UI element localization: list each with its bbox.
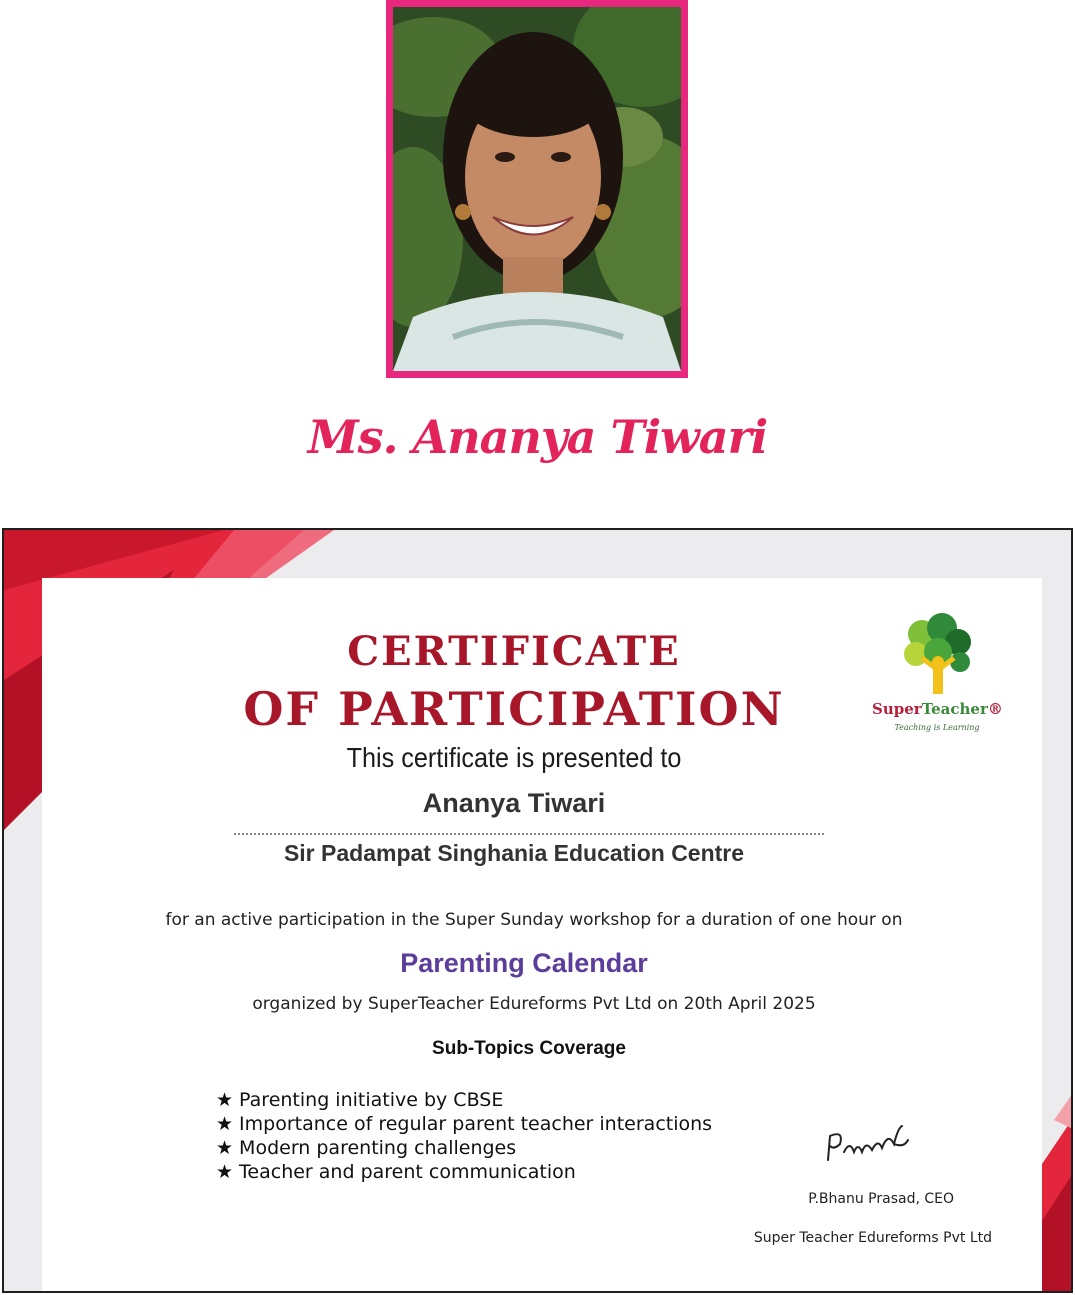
presented-to-text: This certificate is presented to (346, 742, 682, 773)
star-icon: ★ (216, 1089, 234, 1111)
list-item: ★ Modern parenting challenges (216, 1137, 517, 1159)
star-icon: ★ (216, 1113, 234, 1135)
superteacher-logo (872, 612, 1002, 742)
star-icon: ★ (216, 1161, 234, 1183)
name-underline (234, 833, 824, 835)
organized-text: organized by SuperTeacher Edureforms Pvt Ltd on 20th April 2025 (252, 994, 816, 1014)
logo-brand-super: Super (872, 700, 922, 718)
signature-image (822, 1122, 912, 1168)
person-name: Ms. Ananya Tiwari (307, 410, 768, 464)
recipient-name: Ananya Tiwari (422, 788, 606, 818)
logo-registered: ® (987, 700, 1003, 718)
company-name: Super Teacher Edureforms Pvt Ltd (753, 1230, 992, 1246)
list-item: ★ Teacher and parent communication (216, 1161, 576, 1183)
logo-brand-teacher: Teacher (921, 700, 988, 718)
subtopics-list (216, 1088, 712, 1184)
workshop-topic: Parenting Calendar (400, 948, 648, 978)
profile-photo (386, 0, 688, 378)
logo-brand (872, 700, 1002, 718)
certificate-title-line1: CERTIFICATE (347, 628, 681, 675)
tree-icon (900, 612, 976, 702)
list-item: ★ Parenting initiative by CBSE (216, 1089, 504, 1111)
school-name: Sir Padampat Singhania Education Centre (283, 840, 745, 866)
signatory-name: P.Bhanu Prasad, CEO (808, 1191, 954, 1207)
list-item: ★ Importance of regular parent teacher interactions (216, 1113, 713, 1135)
profile-photo-image (393, 7, 681, 371)
participation-text: for an active participation in the Super Sunday workshop for a duration of one hour on (165, 910, 903, 930)
subtopics-title: Sub-Topics Coverage (432, 1038, 626, 1059)
certificate (2, 528, 1073, 1293)
certificate-title-line2: OF PARTICIPATION (243, 682, 785, 736)
logo-tagline: Teaching is Learning (894, 723, 980, 732)
star-icon: ★ (216, 1137, 234, 1159)
